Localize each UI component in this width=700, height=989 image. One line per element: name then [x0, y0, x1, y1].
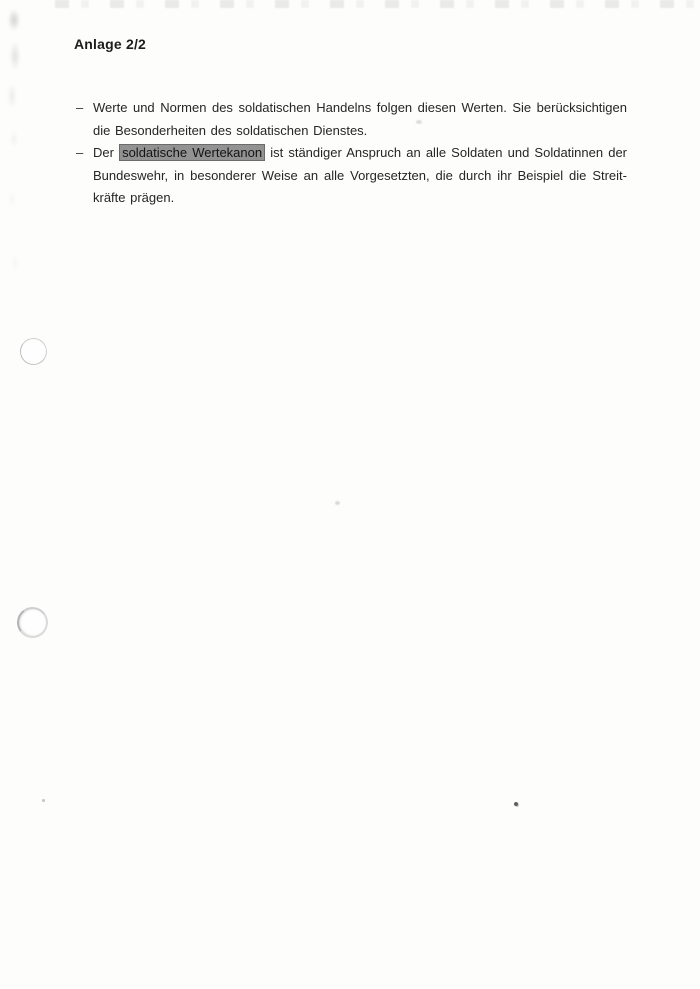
scan-speck: [514, 802, 518, 806]
scan-speck: [416, 120, 422, 124]
bullet-list: [76, 97, 627, 210]
list-item: [76, 142, 627, 210]
hole-punch-bottom: [15, 605, 50, 640]
bullet-text: [93, 142, 627, 210]
scan-artifact-left-edge: [2, 4, 26, 314]
page-heading: Anlage 2/2: [74, 36, 147, 52]
dash-bullet-marker: –: [76, 145, 84, 160]
bullet-text-post: ist ständiger Anspruch an alle Soldaten und Soldatinnen der Bundeswehr, in besonderer Weise an alle Vorgesetzten, die durch ihr Beispiel die Streitkräfte prägen.: [93, 145, 627, 205]
scan-artifact-top-edge: [55, 0, 700, 8]
dash-bullet-marker: –: [76, 100, 84, 115]
bullet-text: Werte und Normen des soldatischen Handelns folgen diesen Werten. Sie berücksichtigen die Besonderheiten des soldatischen Dienstes.: [93, 100, 627, 138]
highlight-marked-text: soldatische Wertekanon: [119, 144, 265, 161]
hole-punch-top: [17, 335, 49, 367]
list-item: [76, 97, 627, 142]
scan-speck: [42, 799, 45, 802]
bullet-text-pre: Der: [93, 145, 120, 160]
scan-speck: [335, 501, 340, 505]
